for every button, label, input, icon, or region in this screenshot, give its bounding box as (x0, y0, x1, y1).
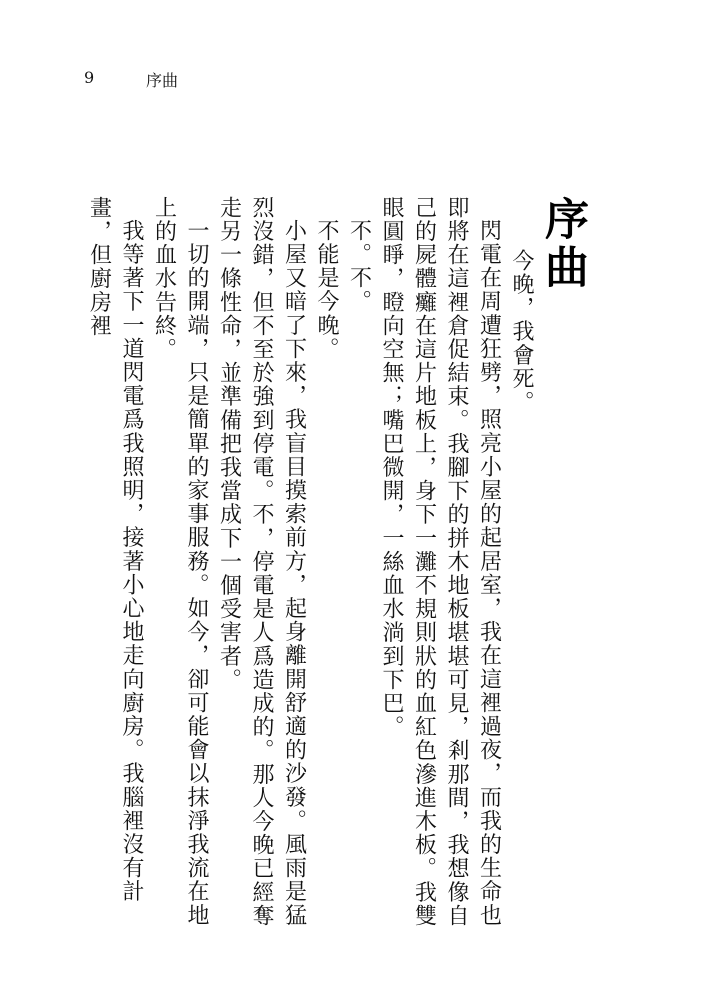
paragraph: 一切的開端，只是簡單的家事服務。如今，卻可能會以抹淨我流在地上的血水告終。 (151, 196, 209, 928)
paragraph: 不。不。 (346, 219, 372, 314)
running-head-chapter-name: 序曲 (146, 71, 179, 90)
paragraph: 閃電在周遭狂劈，照亮小屋的起居室，我在這裡過夜，而我的生命也即將在這裡倉促結束。我腳下的拼木地板堪堪可見，剎那間，我想像自己的屍體癱在這片地板上，身下一灘不規則狀的血紅色滲進木板。我雙眼圓睜，瞪向空無；嘴巴微開，一絲血水淌到下巴。 (379, 196, 502, 928)
paragraph: 不能是今晚。 (314, 219, 339, 361)
paragraph: 我等著下一道閃電爲我照明，接著小心地走向廚房。我腦裡沒有計畫，但廚房裡 (86, 196, 144, 904)
vertical-body-text (81, 196, 621, 936)
page-number: 9 (84, 68, 95, 87)
paragraph: 小屋又暗了下來，我盲目摸索前方，起身離開舒適的沙發。風雨是猛烈沒錯，但不至於強到停電。不，停電是人爲造成的。那人今晚已經奪走另一條性命，並準備把我當成下一個受害者。 (216, 196, 307, 928)
paragraph: 今晚，我會死。 (509, 249, 534, 415)
chapter-title: 序曲 (537, 196, 588, 292)
